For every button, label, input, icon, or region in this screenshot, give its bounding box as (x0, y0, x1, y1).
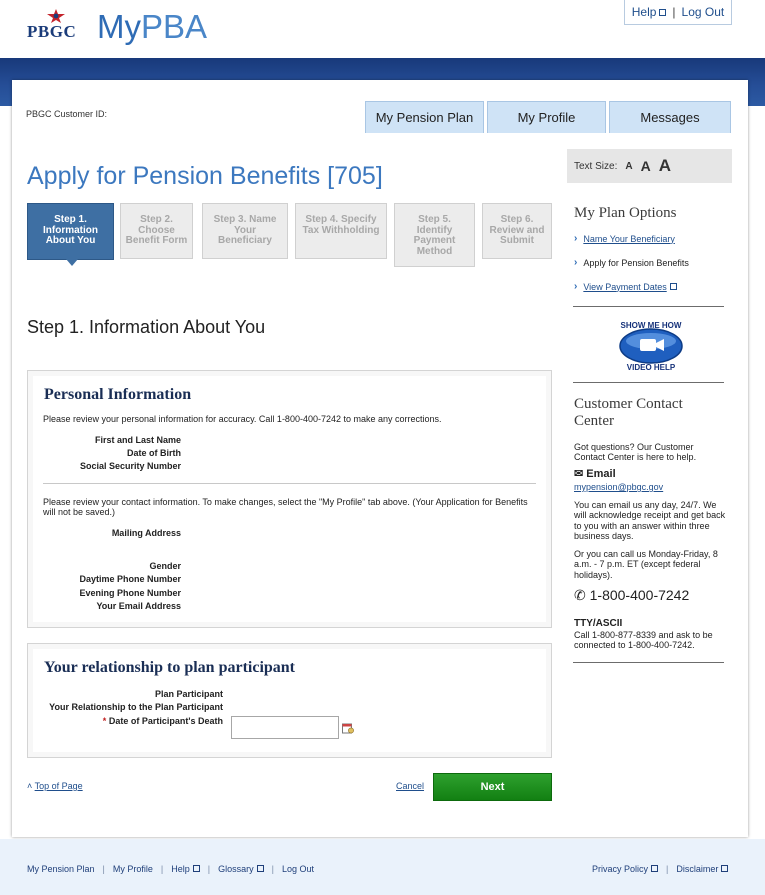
step-line: Step 4. Specify (305, 214, 377, 225)
calendar-icon[interactable] (342, 722, 354, 734)
gender-label: Gender (149, 561, 181, 571)
phone-icon: ✆ (574, 587, 586, 603)
step-4-specify-tax-withholding (295, 203, 387, 259)
contact-values-box (186, 523, 332, 611)
email-heading (574, 469, 726, 479)
site-footer (0, 839, 765, 895)
main-tabs (365, 101, 731, 133)
step-line: Step 3. Name (213, 214, 277, 225)
top-of-page-label: Top of Page (34, 781, 83, 791)
daytime-phone-label: Daytime Phone Number (79, 574, 181, 584)
step-line: Step 2. (140, 214, 173, 225)
step-line: Identify (416, 224, 453, 236)
logout-link[interactable]: Log Out (681, 5, 725, 19)
death-date-label-text: Date of Participant's Death (108, 716, 223, 726)
step-line: Step 6. (500, 214, 534, 225)
app-name-pba: PBA (141, 8, 208, 45)
customer-id (26, 108, 150, 119)
customer-id-label: PBGC Customer ID: (26, 109, 108, 119)
external-link-icon (670, 283, 677, 290)
personal-information-panel (27, 370, 552, 628)
footer-privacy-policy-link[interactable] (592, 864, 658, 874)
footer-help-label: Help (171, 864, 190, 874)
relationship-heading: Your relationship to plan participant (44, 659, 296, 676)
footer-links-left (27, 864, 314, 874)
contact-info-note: Please review your contact information. To make changes, select the "My Profile" tab above. (Your Application for Benefits will not be saved.) (43, 497, 528, 517)
contact-intro: Got questions? Our Customer Contact Center is here to help. (574, 442, 697, 463)
ssn-label: Social Security Number (79, 461, 181, 471)
divider: | (672, 5, 676, 19)
personal-information-heading: Personal Information (44, 386, 192, 403)
text-size-large-button[interactable]: A (658, 156, 671, 175)
help-link[interactable] (632, 5, 667, 19)
email-info-text: You can email us any day, 24/7. We will acknowledge receipt and get back to you with an answer within three business days. (574, 500, 726, 541)
text-size-small-button[interactable]: A (625, 160, 633, 172)
chevron-right-icon: › (574, 281, 578, 292)
step-line: Submit (500, 235, 534, 246)
text-size-control (567, 149, 732, 183)
footer-logout-link[interactable]: Log Out (281, 864, 314, 874)
plan-options-title: My Plan Options (574, 205, 677, 221)
footer-disclaimer-label: Disclaimer (676, 864, 719, 874)
relationship-label: Your Relationship to the Plan Participant (49, 702, 223, 712)
step-1-information-about-you (27, 203, 114, 260)
tab-messages[interactable]: Messages (609, 101, 731, 133)
phone-info-text: Or you can call us Monday-Friday, 8 a.m. - 7 p.m. ET (except federal holidays). (574, 549, 718, 580)
chevron-right-icon: › (574, 257, 578, 268)
death-date-input[interactable] (231, 716, 339, 739)
section-divider (43, 483, 536, 484)
customer-id-value (110, 108, 150, 117)
footer-disclaimer-link[interactable] (676, 864, 728, 874)
step-line: About You (45, 235, 96, 246)
step-line: Information (43, 224, 98, 236)
footer-glossary-link[interactable] (218, 864, 264, 874)
divider: | (666, 864, 669, 874)
step-line: Step 5. (418, 214, 451, 225)
external-link-icon (651, 865, 658, 872)
text-size-label: Text Size: (574, 160, 618, 172)
divider: | (207, 864, 211, 874)
tab-my-profile[interactable]: My Profile (487, 101, 606, 133)
sidebar-divider (573, 382, 724, 383)
tty-heading: TTY/ASCII (574, 618, 623, 629)
step-line: Choose (138, 224, 175, 236)
sidebar-divider (573, 306, 724, 307)
site-header (0, 0, 765, 58)
required-marker: * (102, 716, 107, 726)
dob-label: Date of Birth (127, 448, 181, 458)
email-label: Your Email Address (96, 601, 181, 611)
app-name (97, 8, 207, 46)
phone-number (574, 587, 726, 603)
external-link-icon (659, 9, 666, 16)
text-size-medium-button[interactable]: A (640, 158, 651, 174)
relationship-panel (27, 643, 552, 758)
evening-phone-label: Evening Phone Number (79, 588, 181, 598)
section-title: Step 1. Information About You (27, 317, 266, 337)
tty-text: Call 1-800-877-8339 and ask to be connected to 1-800-400-7242. (574, 630, 713, 651)
external-link-icon (721, 865, 728, 872)
cancel-link[interactable]: Cancel (396, 781, 425, 791)
step-5-identify-payment-method (394, 203, 475, 267)
step-3-name-your-beneficiary (202, 203, 288, 259)
step-line: Benefit Form (125, 235, 188, 246)
plan-option-label: Apply for Pension Benefits (583, 257, 689, 268)
next-button[interactable]: Next (433, 773, 552, 801)
divider: | (160, 864, 164, 874)
utility-links (624, 0, 732, 25)
envelope-icon: ✉ (574, 468, 584, 480)
footer-my-pension-plan-link[interactable]: My Pension Plan (27, 864, 95, 874)
step-line: Beneficiary (218, 235, 272, 246)
plan-option-name-beneficiary[interactable] (574, 233, 675, 244)
top-of-page-link[interactable] (27, 781, 83, 791)
sidebar-divider (573, 662, 724, 663)
step-line: Method (416, 245, 453, 257)
email-address-link[interactable]: mypension@pbgc.gov (574, 482, 664, 492)
step-2-choose-benefit-form (120, 203, 193, 259)
external-link-icon (257, 865, 264, 872)
chevron-right-icon: › (574, 233, 578, 244)
email-heading-label: Email (586, 468, 616, 480)
plan-participant-label: Plan Participant (154, 689, 223, 699)
death-date-label (103, 716, 223, 726)
contact-center-title: Customer Contact Center (574, 396, 683, 429)
tab-my-pension-plan[interactable]: My Pension Plan (365, 101, 484, 133)
show-me-how-video-help-badge[interactable] (614, 318, 688, 372)
divider: | (102, 864, 105, 874)
plan-option-view-payment-dates[interactable] (574, 281, 677, 292)
footer-help-link[interactable] (171, 864, 200, 874)
step-line: Review and (489, 224, 545, 236)
step-6-review-and-submit (482, 203, 552, 259)
help-link-label: Help (631, 5, 657, 19)
divider: | (271, 864, 274, 874)
step-line: Step 1. (54, 214, 87, 225)
plan-option-link[interactable]: View Payment Dates (583, 281, 667, 292)
pbgc-logo-mark (27, 10, 85, 44)
plan-option-apply-benefits (574, 257, 689, 268)
name-label: First and Last Name (94, 435, 181, 445)
step-line: Tax Withholding (302, 224, 380, 236)
external-link-icon (193, 865, 200, 872)
footer-glossary-label: Glossary (218, 864, 254, 874)
app-name-my: My (97, 8, 141, 45)
chevron-up-icon: ˄ (27, 781, 33, 791)
footer-privacy-label: Privacy Policy (592, 864, 649, 874)
mailing-address-label: Mailing Address (111, 528, 181, 538)
page-title: Apply for Pension Benefits [705] (27, 162, 383, 190)
personal-info-note: Please review your personal information for accuracy. Call 1-800-400-7242 to make any corrections. (43, 414, 442, 424)
step-line: Your (233, 224, 257, 236)
phone-number-value: 1-800-400-7242 (589, 587, 690, 603)
video-badge-bottom-text: VIDEO HELP (626, 363, 676, 372)
mypba-logo[interactable] (27, 8, 207, 46)
step-line: Payment (413, 235, 456, 246)
video-badge-top-text: SHOW ME HOW (620, 321, 682, 330)
footer-my-profile-link[interactable]: My Profile (112, 864, 153, 874)
pbgc-wordmark: PBGC (27, 22, 77, 41)
plan-option-link[interactable]: Name Your Beneficiary (583, 233, 675, 244)
footer-links-right (592, 864, 728, 874)
